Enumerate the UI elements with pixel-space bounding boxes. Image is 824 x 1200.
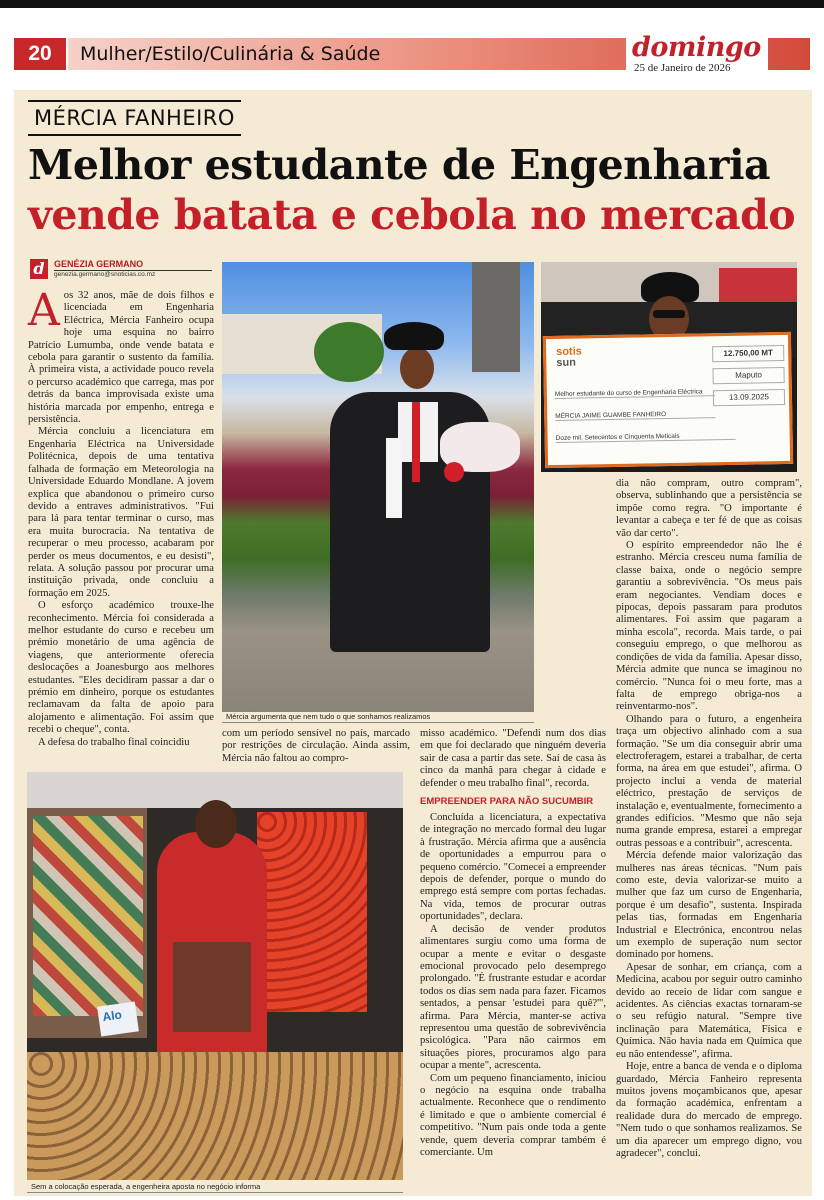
article-column-1 — [28, 285, 214, 749]
headline-line-2: vende batata e cebola no mercado — [28, 191, 796, 239]
paragraph: Olhando para o futuro, a engenheira traça um objectivo alinhado com a sua formação. "Se um dia conseguir abrir uma electroferagem, estarei a trabalhar, de certa forma, na área em que estudei", afirma. O projecto inclui a venda de material eléctrico, prestação de serviços de instalação e, eventualmente, fornecimento a grandes edifícios. "Mesmo que não seja numa grande empresa, estarei a empregar outras pessoas e a contribuir", acrescenta. — [616, 713, 802, 849]
article-column-3 — [420, 728, 606, 1159]
graduation-photo — [222, 262, 534, 712]
paragraph: O espírito empreendedor não lhe é estranho. Mércia cresceu numa família de classe baixa, onde o negócio sempre garantiu a sobrevivência. "Os meus pais eram negociantes. Vendiam doces e pipocas, depois passaram para produtos alimentares. Foi assim que pagaram a minha escola", recorda. Mais tarde, o pai conseguiu emprego, o que melhorou as condições de vida da família. Apesar disso, Mércia admite que nunca se imaginou no comércio. "Nunca foi o meu forte, mas a falta de emprego obriga-nos a reinventarmo-nos". — [616, 540, 802, 713]
caption-rule — [222, 722, 534, 723]
paragraph: Com um pequeno financiamento, iniciou o negócio na esquina onde trabalha actualmente. Reconhece que o rendimento é limitado e que o ambiente comercial é competitivo. "Num país onde toda a gente vende, quem deveria comprar também é comerciante. Um — [420, 1072, 606, 1158]
byline-email: genezia.germano@snoticias.co.mz — [54, 271, 156, 278]
page-number: 20 — [14, 38, 66, 70]
photo-caption-graduation: Mércia argumenta que nem tudo o que sonhamos realizamos — [226, 712, 431, 721]
paragraph: misso académico. "Defendi num dos dias em que foi declarado que ninguém deveria sair de casa a partir das sete. Saí de casa às cinco da manhã para chegar à cidade e defender o meu trabalho final", recorda. — [420, 728, 606, 789]
paragraph: Hoje, entre a banca de venda e o diploma guardado, Mércia Fanheiro representa muitos jovens moçambicanos que, apesar da formação académica, enfrentam a realidade dura do mercado de emprego. "Nem tudo o que sonhamos realizamos. Se um dia aparecer um emprego digno, vou agradecer", conclui. — [616, 1061, 802, 1159]
paragraph: O esforço académico trouxe-lhe reconhecimento. Mércia foi considerada a melhor estudante do curso e recebeu um prémio monetário de uma agência de viagens, que anteriormente oferecia deslocações a Joanesburgo aos melhores estudantes. "Eles decidiram passar a dar o prémio em dinheiro, porque os estudantes reclamavam da falta de apoio para alojamento e alimentação. Foi assim que recebi o cheque", conta. — [28, 600, 214, 736]
cheque-logo: sotis sun — [556, 345, 582, 369]
paragraph: Apesar de sonhar, em criança, com a Medicina, acabou por seguir outro caminho devido ao receio de lidar com sangue e acidentes. As ciências exactas tornaram-se o seu refúgio natural. "Sempre tive inclinação para Matemática, Física e Química. Não havia nada em Química que eu não entendesse", afirma. — [616, 961, 802, 1060]
paragraph: Concluída a licenciatura, a expectativa de integração no mercado formal deu lugar à frustração. Mércia afirma que a ausência de oportunidades a empurrou para o pequeno comércio. "Comecei a empreender depois de defender, porque o mundo do emprego está sempre com portas fechadas. Na vida, temos de procurar outras oportunidades", declara. — [420, 812, 606, 923]
cheque-line-words: Doze mil, Setecentos e Cinquenta Meticais — [556, 432, 736, 443]
paragraph: Mércia defende maior valorização das mulheres nas áreas técnicas. "Num país como este, devia valorizar-se muito a mulher que faz um curso de Engenharia, porque é um desafio", sustenta. Inspirada pelas tias, formadas em Engenharia Industrial e Electrónica, encontrou nelas um exemplo de superação num sector dominado por homens. — [616, 850, 802, 961]
market-sign: Alo — [97, 1002, 139, 1037]
cheque-line-award: Melhor estudante do curso de Engenharia Eléctrica — [555, 388, 715, 399]
byline-logo-icon: d — [30, 259, 48, 279]
paragraph: com um período sensível no país, marcado por restrições de circulação. Ainda assim, Mércia não faltou ao compro- — [222, 728, 410, 764]
article-column-4 — [616, 478, 802, 1160]
prize-cheque — [543, 332, 793, 468]
article-kicker: MÉRCIA FANHEIRO — [28, 100, 241, 136]
caption-rule — [27, 1192, 403, 1193]
article-column-2 — [222, 728, 410, 765]
paragraph: A defesa do trabalho final coincidiu — [38, 736, 190, 748]
cheque-amount: 12.750,00 MT — [712, 345, 784, 362]
photo-caption-market: Sem a colocação esperada, a engenheira aposta no negócio informa — [31, 1182, 261, 1191]
cheque-date: 13.09.2025 — [713, 389, 785, 406]
headline-line-1: Melhor estudante de Engenharia — [28, 141, 771, 189]
paragraph: Mércia concluiu a licenciatura em Engenharia Eléctrica na Universidade Politécnica, depois de uma tentativa falhada de formação em Meteorologia na Universidade Eduardo Mondlane. A jovem explica que abandonou o primeiro curso devido a entraves administrativos. "Fui para lá para tentar terminar o curso, mas era muita burocracia. Na tentativa de recuperar o meu processo, acabaram por perder os meus documentos, e eu desisti", relata. A solução passou por procurar uma instituição privada, onde concluiu a formação em 2025. — [28, 426, 214, 599]
cheque-line-recipient: MÉRCIA JAIME GUAMBE FANHEIRO — [555, 410, 715, 421]
top-border — [0, 0, 824, 8]
newspaper-logo: domingo — [632, 32, 761, 63]
drop-cap: A — [28, 285, 60, 336]
issue-date: 25 de Janeiro de 2026 — [634, 62, 731, 74]
subheading: EMPREENDER PARA NÃO SUCUMBIR — [420, 796, 594, 808]
paragraph: dia não compram, outro compram", observa, sublinhando que a persistência se impõe como regra. "O importante é levantar a cabeça e ter fé de que as coisas vão dar certo". — [616, 478, 802, 539]
paragraph: A decisão de vender produtos alimentares surgiu como uma forma de ocupar a mente e evitar o desgaste emocional provocado pelo desemprego prolongado. "É frustrante estudar e acordar todos os dias sem nada para fazer. Ficamos sentados, a pensar 'estudei para quê?'", afirma. Para Mércia, manter-se activa representou uma questão de sobrevivência psicológica. "Para não cairmos em situações piores, procuramos algo para ocupar a mente", acrescenta. — [420, 923, 606, 1072]
paragraph-lead: Aos 32 anos, mãe de dois filhos e licenciada em Engenharia Eléctrica, Mércia Fanheiro ocupa hoje uma esquina no bairro Patrício Lumumba, onde vende batata e cebola para garantir o sustento da família. À primeira vista, a actividade pouco revela o percurso académico que carrega, mas por detrás da banca improvisada existe uma história marcada por empenho, entrega e persistência. — [28, 285, 214, 426]
market-stall-photo — [27, 772, 403, 1180]
section-title: Mulher/Estilo/Culinária & Saúde — [80, 43, 381, 65]
byline-name: GENÉZIA GERMANO — [54, 258, 212, 271]
cheque-city: Maputo — [712, 367, 784, 384]
